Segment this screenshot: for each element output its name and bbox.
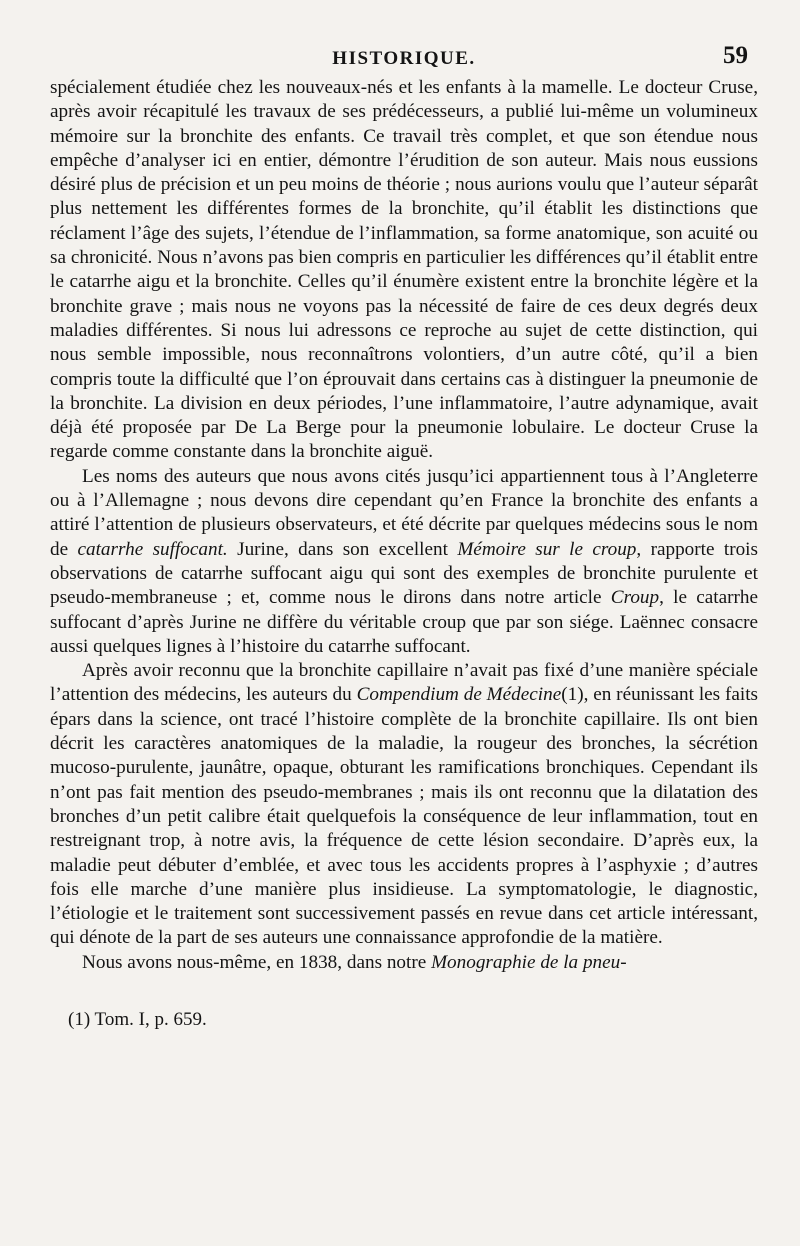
text-run: spécialement étudiée chez les nouveaux-nés et les enfants à la mamelle. Le docteur Cruse, après avoir récapitulé les travaux de ses prédécesseurs, a publié lui-même un volumineux mémoire sur la bronchite des enfants. Ce travail très complet, et que son étendue nous empêche d’analyser ici en entier, démontre l’érudition de son auteur. Mais nous eussions désiré plus de précision et un peu moins de théorie ; nous aurions voulu que l’auteur séparât plus nettement les différentes formes de la bronchite, qu’il établit les distinctions que réclament l’âge des sujets, l’étendue de l’inflammation, sa forme anatomique, son acuité ou sa chronicité. Nous n’avons pas bien compris en particulier les différences qu’il établit entre le catarrhe aigu et la bronchite. Celles qu’il énumère existent entre la bronchite légère et la bronchite grave ; mais nous ne voyons pas la nécessité de faire de ces deux degrés deux maladies différentes. Si nous lui adressons ce reproche au sujet de cette distinction, qui nous semble impossible, nous reconnaîtrons volontiers, d’un autre côté, qu’il a bien compris toute la difficulté que l’on éprouvait dans certains cas à distinguer la pneumonie de la bronchite. La division en deux périodes, l’une inflammatoire, l’autre adynamique, avait déjà été proposée par De La Berge pour la pneumonie lobulaire. Le docteur Cruse la regarde comme constante dans la bronchite aiguë.	[50, 77, 758, 463]
paragraph	[50, 659, 758, 951]
text-run: (1), en réunissant les faits épars dans la science, ont tracé l’histoire complète de la bronchite capillaire. Ils ont bien décrit les caractères anatomiques de la maladie, la rougeur des bronches, la sécrétion mucoso-purulente, jaunâtre, opaque, obturant les ramifications bronchiques. Cependant ils n’ont pas fait mention des pseudo-membranes ; mais ils ont reconnu que la dilatation des bronches d’un petit calibre était quelquefois la conséquence de leur inflammation, tout en restreignant trop, à notre avis, la fréquence de cette lésion secondaire. D’après eux, la maladie peut débuter d’emblée, et avec tous les accidents propres à l’asphyxie ; d’autres fois elle marche d’une manière plus insidieuse. La symptomatologie, le diagnostic, l’étiologie et le traitement sont successivement passés en revue dans cet article intéressant, qui dénote de la part de ses auteurs une connaissance approfondie de la matière.	[50, 684, 758, 949]
running-title: HISTORIQUE.	[332, 48, 476, 69]
text-run: , le catarrhe suffocant d’après Jurine ne diffère du véritable croup que par son siége. Laënnec consacre aussi quelques lignes à l’histoire du catarrhe suffocant.	[50, 587, 759, 657]
paragraph	[50, 76, 758, 465]
paragraph	[50, 465, 758, 659]
italic-text: Croup	[610, 587, 660, 609]
italic-text: Mémoire sur le croup	[457, 538, 637, 560]
italic-text: Compendium de Médecine	[356, 684, 562, 706]
text-run: , rapporte trois observations de catarrhe suffocant aigu qui sont des exemples de bronchite purulente et pseudo-membraneuse ; et, comme nous le dirons dans notre article	[50, 538, 758, 609]
text-run: Après avoir reconnu que la bronchite capillaire n’avait pas fixé d’une manière spéciale l’attention des médecins, les auteurs du	[50, 660, 758, 706]
page-number: 59	[723, 42, 748, 69]
paragraph	[50, 951, 758, 975]
footnote: (1) Tom. I, p. 659.	[68, 1008, 207, 1030]
text-run: Nous avons nous-même, en 1838, dans notre	[82, 951, 432, 973]
text-run: Les noms des auteurs que nous avons cités jusqu’ici appartiennent tous à l’Angleterre ou à l’Allemagne ; nous devons dire cependant qu’en France la bronchite des enfants a attiré l’attention de plusieurs observateurs, et été décrite par quelques médecins sous le nom de	[50, 465, 758, 560]
body-text	[50, 76, 758, 975]
italic-text: Monographie de la pneu-	[431, 951, 627, 973]
running-head	[50, 42, 758, 76]
text-run: Jurine, dans son excellent	[227, 538, 458, 560]
italic-text: catarrhe suffocant.	[77, 538, 228, 560]
